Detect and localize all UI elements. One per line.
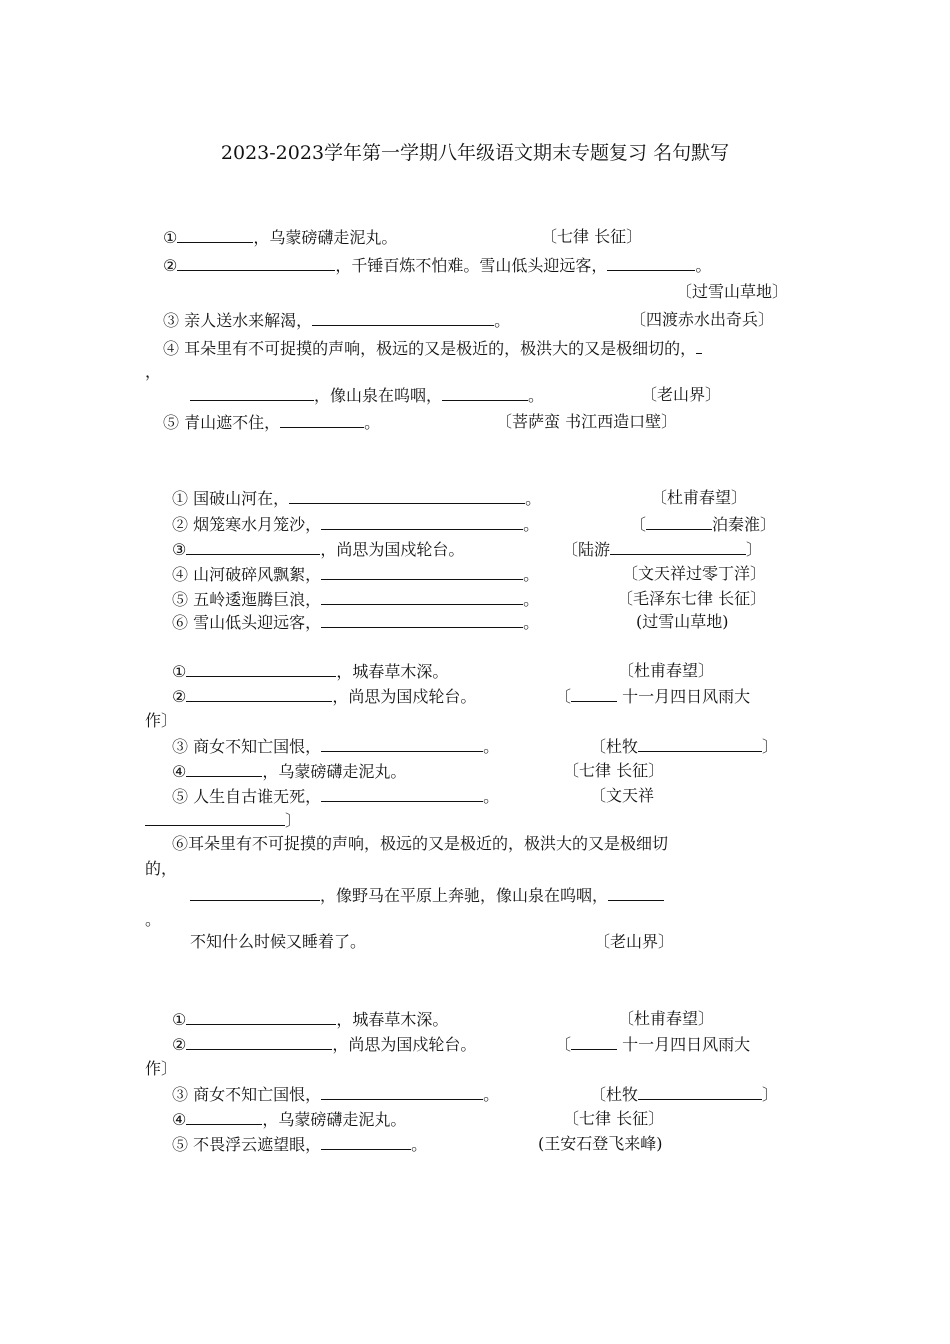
s1-line-2: ② ，千锤百炼不怕难。雪山低头迎远客， 。: [163, 256, 712, 275]
s2-line-3: ③ ，尚思为国戍轮台。: [172, 540, 465, 559]
source: 〔七律 长征〕: [541, 227, 643, 246]
blank[interactable]: [186, 1009, 336, 1025]
wrap-text: 作〕: [145, 711, 178, 730]
s3-line-3: ③ 商女不知亡国恨， 。: [172, 737, 500, 756]
blank[interactable]: [610, 539, 746, 555]
blank[interactable]: [638, 1084, 762, 1100]
blank[interactable]: [321, 786, 483, 802]
source: 〔杜牧 〕: [590, 737, 779, 756]
source: (王安石登飞来峰): [538, 1134, 663, 1153]
page-title: 2023-2023学年第一学期八年级语文期末专题复习 名句默写: [220, 142, 730, 164]
blank[interactable]: [321, 589, 523, 605]
blank[interactable]: [280, 412, 364, 428]
s4-line-3: ③ 商女不知亡国恨， 。: [172, 1085, 500, 1104]
s4-line-1: ① ，城春草木深。: [172, 1010, 449, 1029]
s2-line-5: ⑤ 五岭逶迤腾巨浪， 。: [172, 590, 540, 609]
s2-line-6: ⑥ 雪山低头迎远客， 。: [172, 613, 540, 632]
blank[interactable]: [186, 1034, 332, 1050]
blank[interactable]: [186, 761, 262, 777]
blank[interactable]: [321, 736, 483, 752]
blank[interactable]: [608, 885, 664, 901]
s1-line-3: ③ 亲人送水来解渴， 。: [163, 311, 511, 330]
blank[interactable]: [186, 539, 320, 555]
blank[interactable]: [638, 736, 762, 752]
source: 〔 十一月四日风雨大: [555, 1035, 751, 1054]
wrap-text: 〕: [145, 810, 301, 831]
source: 〔杜甫春望〕: [618, 661, 715, 680]
blank[interactable]: [321, 514, 523, 530]
source: 〔七律 长征〕: [563, 761, 665, 780]
s3-line-2: ② ，尚思为国戍轮台。: [172, 687, 477, 706]
s3-line-7: ，像野马在平原上奔驰，像山泉在呜咽，: [190, 885, 664, 906]
wrap-text: 作〕: [145, 1059, 178, 1078]
wrap-text: 。: [145, 910, 162, 929]
source: 〔菩萨蛮 书江西造口壁〕: [496, 412, 678, 431]
source: (过雪山草地): [636, 612, 729, 631]
wrap-text: ，: [145, 362, 162, 381]
source: 〔七律 长征〕: [563, 1109, 665, 1128]
blank[interactable]: [186, 661, 336, 677]
blank[interactable]: [646, 514, 712, 530]
source: 〔老山界〕: [641, 385, 722, 404]
blank[interactable]: [321, 1134, 411, 1150]
blank[interactable]: [177, 255, 335, 271]
blank[interactable]: [696, 338, 702, 354]
s4-line-5: ⑤ 不畏浮云遮望眼， 。: [172, 1135, 428, 1154]
s3-line-1: ① ，城春草木深。: [172, 662, 449, 681]
source: 〔文天祥: [590, 786, 655, 805]
source: 〔陆游 〕: [562, 540, 763, 559]
s4-line-2: ② ，尚思为国戍轮台。: [172, 1035, 477, 1054]
source: 〔 十一月四日风雨大: [555, 687, 751, 706]
source: 〔杜甫春望〕: [651, 488, 748, 507]
s1-line-4: ④ 耳朵里有不可捉摸的声响，极远的又是极近的，极洪大的又是极细切的，: [163, 338, 702, 359]
wrap-text: 的，: [145, 859, 178, 878]
source: 〔杜甫春望〕: [618, 1009, 715, 1028]
s1-line-1: ① ，乌蒙磅礴走泥丸。: [163, 228, 398, 247]
blank[interactable]: [289, 488, 525, 504]
source: 〔四渡赤水出奇兵〕: [630, 310, 775, 329]
blank[interactable]: [571, 1034, 617, 1050]
source: 〔 泊秦淮〕: [630, 515, 777, 534]
s2-line-1: ① 国破山河在， 。: [172, 489, 542, 508]
s3-line-8: 不知什么时候又睡着了。: [190, 932, 367, 951]
s1-line-5: ，像山泉在呜咽， 。: [190, 385, 544, 406]
blank[interactable]: [190, 385, 314, 401]
blank[interactable]: [190, 885, 320, 901]
source: 〔老山界〕: [594, 932, 675, 951]
source: 〔杜牧 〕: [590, 1085, 779, 1104]
blank[interactable]: [186, 1109, 262, 1125]
blank[interactable]: [177, 227, 253, 243]
s2-line-4: ④ 山河破碎风飘絮， 。: [172, 565, 540, 584]
blank[interactable]: [321, 564, 523, 580]
blank[interactable]: [312, 310, 494, 326]
blank[interactable]: [442, 385, 528, 401]
blank[interactable]: [145, 810, 285, 826]
blank[interactable]: [321, 612, 523, 628]
blank[interactable]: [607, 255, 695, 271]
blank[interactable]: [571, 686, 617, 702]
s1-line-6: ⑤ 青山遮不住， 。: [163, 413, 381, 432]
source: 〔毛泽东七律 长征〕: [617, 589, 767, 608]
s3-line-4: ④ ，乌蒙磅礴走泥丸。: [172, 762, 407, 781]
blank[interactable]: [321, 1084, 483, 1100]
s2-line-2: ② 烟笼寒水月笼沙， 。: [172, 515, 540, 534]
s3-line-6: ⑥耳朵里有不可捉摸的声响，极远的又是极近的，极洪大的又是极细切: [172, 834, 669, 853]
source: 〔过雪山草地〕: [676, 282, 789, 301]
s4-line-4: ④ ，乌蒙磅礴走泥丸。: [172, 1110, 407, 1129]
blank[interactable]: [186, 686, 332, 702]
source: 〔文天祥过零丁洋〕: [622, 564, 767, 583]
s3-line-5: ⑤ 人生自古谁无死， 。: [172, 787, 500, 806]
